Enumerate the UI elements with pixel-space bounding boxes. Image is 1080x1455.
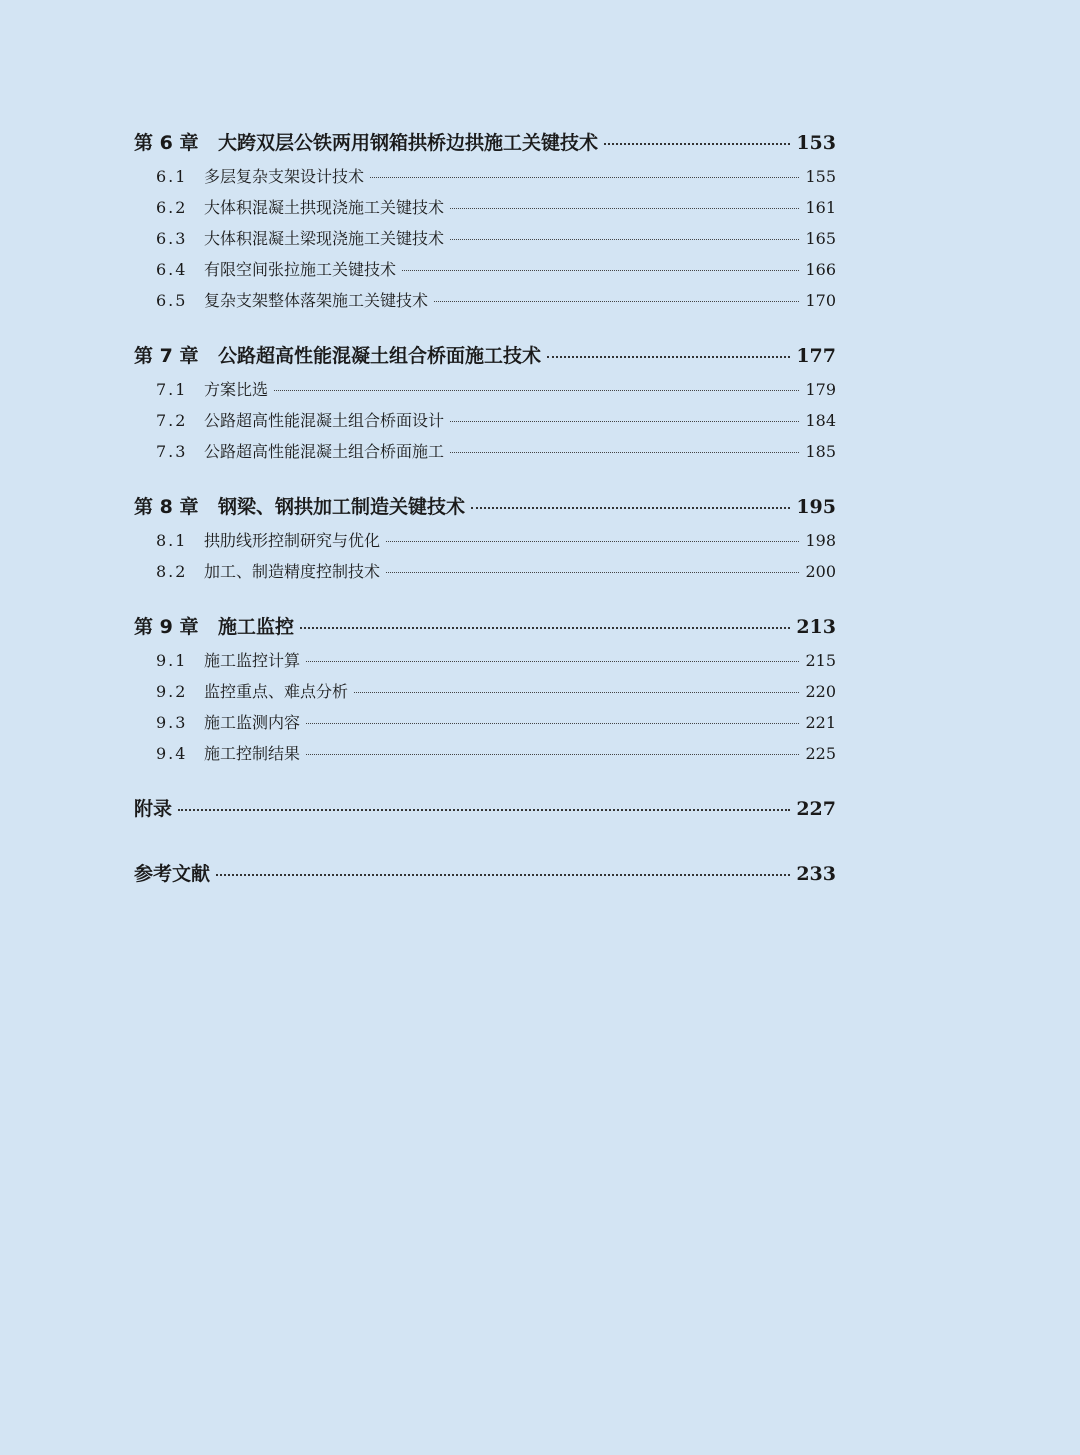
page-number: 179	[805, 380, 836, 399]
page-number: 198	[805, 531, 836, 550]
page-number: 177	[796, 345, 836, 367]
appendix-entry[interactable]	[134, 794, 836, 830]
chapter-title: 公路超高性能混凝土组合桥面施工技术	[218, 345, 542, 367]
dot-leader	[216, 874, 790, 876]
section-title: 公路超高性能混凝土组合桥面设计	[204, 411, 445, 430]
dot-leader	[450, 452, 799, 453]
page-number: 170	[805, 291, 836, 310]
chapter-9-entry[interactable]	[134, 612, 836, 648]
section-number: 9.2	[156, 682, 188, 701]
page-number: 215	[805, 651, 836, 670]
dot-leader	[434, 301, 799, 302]
section-number: 9.1	[156, 651, 188, 670]
dot-leader	[354, 692, 799, 693]
chapter-title: 大跨双层公铁两用钢箱拱桥边拱施工关键技术	[218, 132, 599, 154]
dot-leader	[306, 661, 799, 662]
section-number: 8.1	[156, 531, 188, 550]
page-number: 161	[805, 198, 836, 217]
section-entry[interactable]	[134, 195, 836, 226]
dot-leader	[370, 177, 799, 178]
dot-leader	[450, 421, 799, 422]
section-title: 方案比选	[204, 380, 269, 399]
section-entry[interactable]	[134, 648, 836, 679]
chapter-7-block	[134, 341, 836, 470]
table-of-contents	[134, 128, 836, 924]
dot-leader	[402, 270, 799, 271]
section-title: 公路超高性能混凝土组合桥面施工	[204, 442, 445, 461]
chapter-label: 第 6 章	[134, 132, 199, 154]
section-number: 7.2	[156, 411, 188, 430]
dot-leader	[471, 507, 790, 509]
section-entry[interactable]	[134, 408, 836, 439]
section-title: 加工、制造精度控制技术	[204, 562, 381, 581]
chapter-title: 钢梁、钢拱加工制造关键技术	[218, 496, 466, 518]
section-title: 施工监控计算	[204, 651, 301, 670]
page-number: 233	[796, 863, 836, 885]
section-entry[interactable]	[134, 288, 836, 319]
chapter-label: 第 8 章	[134, 496, 199, 518]
page-number: 185	[805, 442, 836, 461]
chapter-label: 第 9 章	[134, 616, 199, 638]
dot-leader	[274, 390, 799, 391]
dot-leader	[386, 541, 799, 542]
section-entry[interactable]	[134, 377, 836, 408]
page-number: 184	[805, 411, 836, 430]
section-number: 8.2	[156, 562, 188, 581]
section-number: 6.5	[156, 291, 188, 310]
section-title: 拱肋线形控制研究与优化	[204, 531, 381, 550]
section-number: 6.1	[156, 167, 188, 186]
dot-leader	[547, 356, 790, 358]
section-entry[interactable]	[134, 226, 836, 257]
section-number: 6.3	[156, 229, 188, 248]
dot-leader	[300, 627, 790, 629]
section-entry[interactable]	[134, 679, 836, 710]
section-entry[interactable]	[134, 257, 836, 288]
section-title: 监控重点、难点分析	[204, 682, 349, 701]
section-number: 6.2	[156, 198, 188, 217]
page-number: 225	[805, 744, 836, 763]
page-number: 155	[805, 167, 836, 186]
section-title: 多层复杂支架设计技术	[204, 167, 365, 186]
section-entry[interactable]	[134, 559, 836, 590]
page-number: 165	[805, 229, 836, 248]
page-number: 166	[805, 260, 836, 279]
page-number: 213	[796, 616, 836, 638]
page-number: 200	[805, 562, 836, 581]
appendix-title: 附录	[134, 798, 173, 820]
references-entry[interactable]	[134, 859, 836, 895]
dot-leader	[306, 754, 799, 755]
references-title: 参考文献	[134, 863, 211, 885]
section-title: 复杂支架整体落架施工关键技术	[204, 291, 429, 310]
page-number: 195	[796, 496, 836, 518]
page-number: 153	[796, 132, 836, 154]
dot-leader	[450, 208, 799, 209]
section-number: 6.4	[156, 260, 188, 279]
dot-leader	[604, 143, 790, 145]
page-number: 221	[805, 713, 836, 732]
section-title: 施工控制结果	[204, 744, 301, 763]
chapter-7-entry[interactable]	[134, 341, 836, 377]
section-number: 7.1	[156, 380, 188, 399]
page-number: 220	[805, 682, 836, 701]
chapter-8-entry[interactable]	[134, 492, 836, 528]
section-title: 施工监测内容	[204, 713, 301, 732]
dot-leader	[386, 572, 799, 573]
chapter-title: 施工监控	[218, 616, 295, 638]
section-number: 9.4	[156, 744, 188, 763]
section-title: 大体积混凝土拱现浇施工关键技术	[204, 198, 445, 217]
dot-leader	[178, 809, 790, 811]
chapter-8-block	[134, 492, 836, 590]
dot-leader	[450, 239, 799, 240]
section-entry[interactable]	[134, 164, 836, 195]
section-entry[interactable]	[134, 439, 836, 470]
chapter-6-entry[interactable]	[134, 128, 836, 164]
chapter-label: 第 7 章	[134, 345, 199, 367]
dot-leader	[306, 723, 799, 724]
section-title: 有限空间张拉施工关键技术	[204, 260, 397, 279]
page-number: 227	[796, 798, 836, 820]
chapter-6-block	[134, 128, 836, 319]
section-number: 9.3	[156, 713, 188, 732]
section-number: 7.3	[156, 442, 188, 461]
section-entry[interactable]	[134, 710, 836, 741]
section-title: 大体积混凝土梁现浇施工关键技术	[204, 229, 445, 248]
chapter-9-block	[134, 612, 836, 772]
section-entry[interactable]	[134, 528, 836, 559]
section-entry[interactable]	[134, 741, 836, 772]
